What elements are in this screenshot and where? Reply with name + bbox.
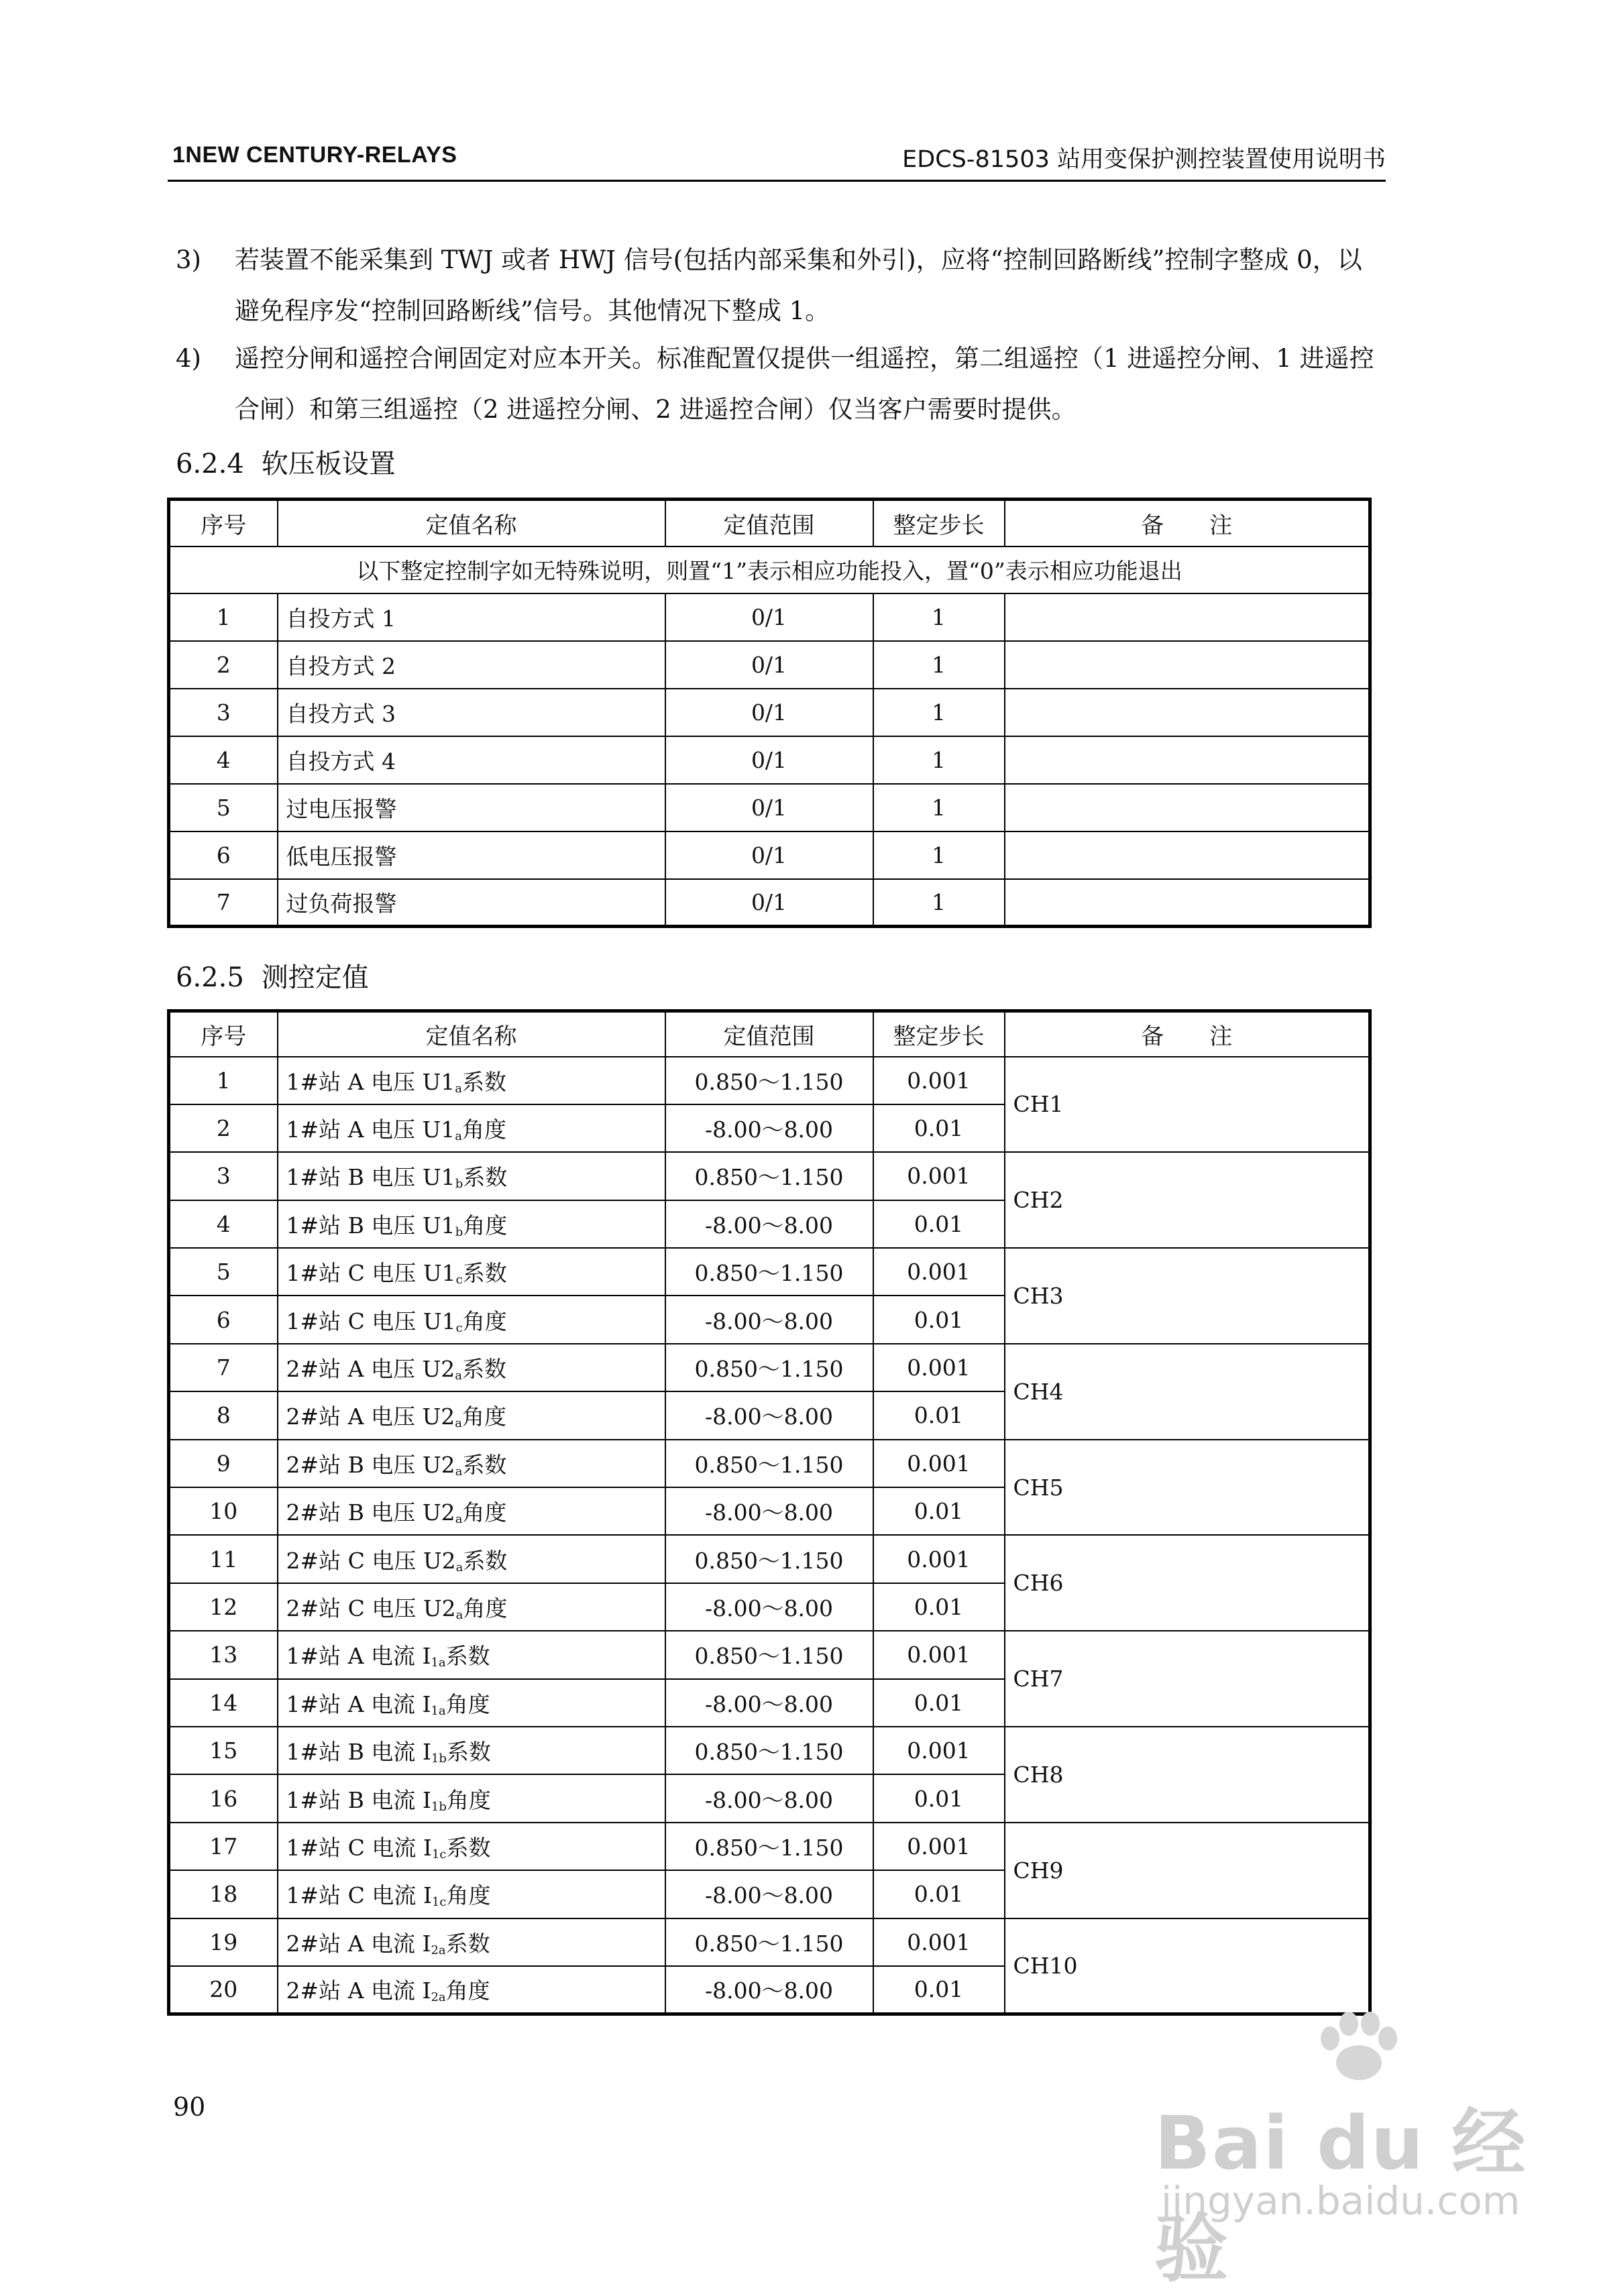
row-number: 1 — [169, 593, 278, 641]
setting-range: 0.850～1.150 — [665, 1440, 873, 1487]
setting-step: 0.01 — [873, 1870, 1005, 1918]
setting-name: 过负荷报警 — [278, 879, 665, 927]
col-header-no: 序号 — [169, 1011, 278, 1057]
table-row — [169, 1057, 1370, 1104]
setting-name — [278, 1774, 665, 1822]
row-number: 6 — [169, 831, 278, 879]
setting-range: 0.850～1.150 — [665, 1631, 873, 1678]
row-number: 7 — [169, 1344, 278, 1391]
channel-remark: CH4 — [1005, 1344, 1370, 1440]
setting-range: -8.00～8.00 — [665, 1296, 873, 1343]
setting-range: 0/1 — [665, 736, 873, 784]
col-header-no: 序号 — [169, 500, 278, 547]
setting-step: 0.01 — [873, 1104, 1005, 1152]
section-title-6-2-5 — [176, 956, 369, 994]
setting-step: 0.001 — [873, 1344, 1005, 1391]
setting-name — [278, 1391, 665, 1439]
setting-name-prefix: 2#站 A 电流 I — [286, 1977, 431, 2004]
setting-step: 0.01 — [873, 1391, 1005, 1439]
setting-name — [278, 1679, 665, 1727]
setting-range: 0.850～1.150 — [665, 1918, 873, 1966]
table-row — [169, 1631, 1370, 1678]
channel-remark: CH9 — [1005, 1823, 1370, 1918]
setting-name-prefix: 2#站 A 电压 U2 — [286, 1403, 455, 1430]
setting-step: 0.01 — [873, 1679, 1005, 1727]
table-row — [169, 879, 1370, 927]
setting-range: 0/1 — [665, 879, 873, 927]
setting-remark — [1005, 689, 1370, 736]
row-number: 14 — [169, 1679, 278, 1727]
note-4 — [176, 333, 1383, 435]
row-number: 3 — [169, 1152, 278, 1200]
setting-step: 1 — [873, 784, 1005, 831]
setting-name-subscript: c — [455, 1320, 463, 1335]
setting-name-subscript: a — [455, 1512, 463, 1527]
row-number: 2 — [169, 1104, 278, 1152]
row-number: 7 — [169, 879, 278, 927]
col-header-remark: 备 注 — [1005, 1011, 1370, 1057]
setting-step: 0.001 — [873, 1152, 1005, 1200]
channel-remark: CH6 — [1005, 1535, 1370, 1631]
watermark — [1154, 2010, 1570, 2292]
section-number: 6.2.5 — [176, 962, 244, 993]
setting-name: 自投方式 1 — [278, 593, 665, 641]
col-header-name: 定值名称 — [278, 500, 665, 547]
setting-name — [278, 1104, 665, 1152]
row-number: 1 — [169, 1057, 278, 1104]
setting-remark — [1005, 593, 1370, 641]
setting-name-subscript: a — [455, 1607, 463, 1622]
watermark-brand: Bai du 经验 — [1154, 2100, 1527, 2292]
col-header-step: 整定步长 — [873, 500, 1005, 547]
row-number: 6 — [169, 1296, 278, 1343]
setting-range: -8.00～8.00 — [665, 1104, 873, 1152]
row-number: 9 — [169, 1440, 278, 1487]
setting-name — [278, 1918, 665, 1966]
note-number: 3) — [176, 245, 201, 274]
row-number: 13 — [169, 1631, 278, 1678]
measure-control-table — [167, 1009, 1372, 2016]
setting-name — [278, 1440, 665, 1487]
channel-remark: CH1 — [1005, 1057, 1370, 1153]
row-number: 2 — [169, 641, 278, 689]
table-row — [169, 689, 1370, 736]
setting-remark — [1005, 736, 1370, 784]
setting-step: 0.01 — [873, 1200, 1005, 1248]
setting-name — [278, 1966, 665, 2014]
setting-name — [278, 1870, 665, 1918]
setting-name-prefix: 2#站 C 电压 U2 — [286, 1595, 456, 1621]
col-header-remark: 备 注 — [1005, 500, 1370, 547]
setting-name — [278, 1200, 665, 1248]
setting-name — [278, 1631, 665, 1678]
setting-step: 0.01 — [873, 1487, 1005, 1535]
row-number: 18 — [169, 1870, 278, 1918]
table-row — [169, 1248, 1370, 1296]
setting-name-suffix: 角度 — [463, 1595, 508, 1621]
channel-remark: CH2 — [1005, 1152, 1370, 1248]
setting-name — [278, 1152, 665, 1200]
setting-name — [278, 1344, 665, 1391]
row-number: 3 — [169, 689, 278, 736]
setting-name-prefix: 1#站 B 电压 U1 — [286, 1164, 455, 1191]
table-row — [169, 831, 1370, 879]
setting-step: 0.001 — [873, 1727, 1005, 1774]
row-number: 5 — [169, 1248, 278, 1296]
setting-name-suffix: 系数 — [446, 1834, 491, 1861]
setting-step: 1 — [873, 689, 1005, 736]
paw-icon — [1315, 2010, 1402, 2084]
setting-range: -8.00～8.00 — [665, 1774, 873, 1822]
row-number: 15 — [169, 1727, 278, 1774]
setting-range: -8.00～8.00 — [665, 1200, 873, 1248]
setting-name-prefix: 2#站 B 电压 U2 — [286, 1451, 455, 1478]
setting-range: 0.850～1.150 — [665, 1535, 873, 1583]
setting-name-prefix: 1#站 B 电流 I — [286, 1786, 431, 1813]
setting-name-suffix: 系数 — [445, 1930, 490, 1957]
setting-name-prefix: 2#站 A 电压 U2 — [286, 1356, 455, 1383]
setting-step: 0.001 — [873, 1631, 1005, 1678]
setting-name-subscript: 2a — [431, 1943, 446, 1957]
setting-step: 0.001 — [873, 1440, 1005, 1487]
section-number: 6.2.4 — [176, 449, 244, 479]
setting-name: 过电压报警 — [278, 784, 665, 831]
setting-range: 0/1 — [665, 641, 873, 689]
row-number: 17 — [169, 1823, 278, 1870]
setting-remark — [1005, 641, 1370, 689]
setting-range: -8.00～8.00 — [665, 1679, 873, 1727]
setting-name — [278, 1248, 665, 1296]
setting-range: 0.850～1.150 — [665, 1823, 873, 1870]
setting-name — [278, 1823, 665, 1870]
setting-name-subscript: 1b — [431, 1752, 447, 1766]
setting-name-suffix: 系数 — [462, 1260, 507, 1287]
setting-name-prefix: 1#站 A 电压 U1 — [286, 1116, 455, 1143]
setting-step: 0.001 — [873, 1823, 1005, 1870]
setting-name — [278, 1727, 665, 1774]
setting-name-prefix: 1#站 C 电压 U1 — [286, 1308, 456, 1334]
row-number: 12 — [169, 1583, 278, 1631]
setting-name-suffix: 系数 — [463, 1164, 508, 1191]
setting-name-prefix: 2#站 C 电压 U2 — [286, 1547, 456, 1574]
setting-step: 0.01 — [873, 1296, 1005, 1343]
row-number: 19 — [169, 1918, 278, 1966]
table-row — [169, 1727, 1370, 1774]
table-row — [169, 784, 1370, 831]
row-number: 4 — [169, 736, 278, 784]
setting-range: 0/1 — [665, 593, 873, 641]
setting-name — [278, 1296, 665, 1343]
setting-name — [278, 1583, 665, 1631]
setting-range: 0.850～1.150 — [665, 1344, 873, 1391]
setting-range: -8.00～8.00 — [665, 1391, 873, 1439]
setting-remark — [1005, 784, 1370, 831]
note-3 — [176, 235, 1383, 337]
col-header-range: 定值范围 — [665, 1011, 873, 1057]
setting-range: 0.850～1.150 — [665, 1152, 873, 1200]
setting-range: -8.00～8.00 — [665, 1966, 873, 2014]
setting-step: 1 — [873, 831, 1005, 879]
setting-name-subscript: c — [455, 1273, 463, 1287]
setting-range: -8.00～8.00 — [665, 1870, 873, 1918]
setting-name-suffix: 系数 — [462, 1068, 506, 1095]
table-header-row — [169, 500, 1370, 547]
setting-name — [278, 1487, 665, 1535]
setting-range: 0.850～1.150 — [665, 1248, 873, 1296]
setting-name-subscript: b — [455, 1224, 463, 1239]
setting-name-subscript: 2a — [431, 1990, 446, 2005]
channel-remark: CH5 — [1005, 1440, 1370, 1536]
setting-name-prefix: 2#站 A 电流 I — [286, 1930, 431, 1957]
table-row — [169, 736, 1370, 784]
table-row — [169, 1152, 1370, 1200]
table-row — [169, 593, 1370, 641]
table-row — [169, 641, 1370, 689]
setting-step: 0.001 — [873, 1248, 1005, 1296]
setting-name-prefix: 1#站 A 电流 I — [286, 1690, 431, 1717]
table-row — [169, 1440, 1370, 1487]
setting-step: 1 — [873, 641, 1005, 689]
header-company: 1NEW CENTURY-RELAYS — [172, 142, 457, 168]
setting-name-subscript: 1c — [431, 1895, 447, 1910]
setting-range: -8.00～8.00 — [665, 1487, 873, 1535]
soft-plate-table — [167, 498, 1372, 928]
setting-name-subscript: a — [455, 1129, 462, 1144]
row-number: 4 — [169, 1200, 278, 1248]
setting-range: 0/1 — [665, 689, 873, 736]
watermark-url: jingyan.baidu.com — [1161, 2178, 1521, 2224]
col-header-name: 定值名称 — [278, 1011, 665, 1057]
setting-name — [278, 1057, 665, 1104]
setting-name-suffix: 角度 — [462, 1403, 506, 1430]
table-banner-row — [169, 547, 1370, 593]
setting-name-subscript: a — [455, 1464, 463, 1479]
setting-name: 自投方式 2 — [278, 641, 665, 689]
setting-remark — [1005, 879, 1370, 927]
table-row — [169, 1535, 1370, 1583]
setting-name-subscript: b — [455, 1177, 463, 1192]
setting-step: 1 — [873, 593, 1005, 641]
setting-name-prefix: 2#站 B 电压 U2 — [286, 1499, 455, 1526]
setting-name-suffix: 角度 — [445, 1690, 490, 1717]
setting-name-prefix: 1#站 B 电流 I — [286, 1739, 431, 1766]
row-number: 5 — [169, 784, 278, 831]
row-number: 8 — [169, 1391, 278, 1439]
setting-name-suffix: 系数 — [463, 1547, 508, 1574]
channel-remark: CH7 — [1005, 1631, 1370, 1727]
section-heading: 软压板设置 — [261, 449, 396, 479]
setting-name-suffix: 角度 — [446, 1786, 491, 1813]
setting-step: 0.001 — [873, 1057, 1005, 1104]
setting-name-suffix: 系数 — [462, 1356, 506, 1383]
setting-name-subscript: 1a — [431, 1703, 446, 1718]
channel-remark: CH3 — [1005, 1248, 1370, 1344]
setting-name-subscript: 1c — [431, 1847, 447, 1861]
channel-remark: CH8 — [1005, 1727, 1370, 1823]
setting-range: 0/1 — [665, 831, 873, 879]
table-banner: 以下整定控制字如无特殊说明，则置“1”表示相应功能投入，置“0”表示相应功能退出 — [169, 547, 1370, 593]
setting-remark — [1005, 831, 1370, 879]
row-number: 11 — [169, 1535, 278, 1583]
setting-range: -8.00～8.00 — [665, 1583, 873, 1631]
setting-name-subscript: a — [455, 1081, 462, 1096]
row-number: 20 — [169, 1966, 278, 2014]
setting-name — [278, 1535, 665, 1583]
setting-name-prefix: 1#站 B 电压 U1 — [286, 1212, 455, 1239]
setting-name-prefix: 1#站 A 电压 U1 — [286, 1068, 455, 1095]
setting-name-suffix: 角度 — [462, 1116, 506, 1143]
setting-name-subscript: a — [455, 1416, 462, 1431]
setting-step: 0.01 — [873, 1774, 1005, 1822]
row-number: 16 — [169, 1774, 278, 1822]
setting-name-prefix: 1#站 C 电流 I — [286, 1882, 432, 1909]
note-text: 遥控分闸和遥控合闸固定对应本开关。标准配置仅提供一组遥控，第二组遥控（1 进遥控分闸、1 进遥控合闸）和第三组遥控（2 进遥控分闸、2 进遥控合闸）仅当客户需要时提供。 — [235, 344, 1374, 424]
setting-name-suffix: 系数 — [462, 1451, 507, 1478]
setting-name-subscript: a — [455, 1369, 462, 1383]
col-header-range: 定值范围 — [665, 500, 873, 547]
header-divider — [168, 180, 1386, 182]
setting-step: 0.01 — [873, 1583, 1005, 1631]
setting-name-suffix: 角度 — [462, 1499, 507, 1526]
setting-step: 0.001 — [873, 1535, 1005, 1583]
table-row — [169, 1344, 1370, 1391]
page-number: 90 — [173, 2092, 206, 2122]
col-header-step: 整定步长 — [873, 1011, 1005, 1057]
setting-step: 0.001 — [873, 1918, 1005, 1966]
setting-name-prefix: 1#站 A 电流 I — [286, 1643, 431, 1670]
setting-range: 0.850～1.150 — [665, 1057, 873, 1104]
table-row — [169, 1823, 1370, 1870]
setting-name-prefix: 1#站 C 电流 I — [286, 1834, 432, 1861]
setting-name-subscript: 1a — [431, 1656, 446, 1670]
section-title-6-2-4 — [176, 443, 396, 481]
note-text: 若装置不能采集到 TWJ 或者 HWJ 信号(包括内部采集和外引)，应将“控制回路断线”控制字整成 0，以避免程序发“控制回路断线”信号。其他情况下整成 1。 — [235, 245, 1362, 325]
setting-range: 0/1 — [665, 784, 873, 831]
setting-name-prefix: 1#站 C 电压 U1 — [286, 1260, 456, 1287]
setting-name-suffix: 系数 — [445, 1643, 490, 1670]
setting-name-suffix: 角度 — [463, 1212, 508, 1239]
setting-range: 0.850～1.150 — [665, 1727, 873, 1774]
setting-step: 1 — [873, 736, 1005, 784]
setting-name-subscript: a — [455, 1560, 463, 1574]
section-heading: 测控定值 — [261, 962, 369, 993]
setting-name-suffix: 角度 — [446, 1882, 491, 1909]
table-row — [169, 1918, 1370, 1966]
setting-name: 低电压报警 — [278, 831, 665, 879]
setting-name: 自投方式 4 — [278, 736, 665, 784]
setting-step: 1 — [873, 879, 1005, 927]
setting-name: 自投方式 3 — [278, 689, 665, 736]
setting-name-suffix: 系数 — [446, 1739, 491, 1766]
setting-name-suffix: 角度 — [445, 1977, 490, 2004]
setting-step: 0.01 — [873, 1966, 1005, 2014]
note-number: 4) — [176, 344, 201, 373]
table-header-row — [169, 1011, 1370, 1057]
channel-remark: CH10 — [1005, 1918, 1370, 2014]
header-manual-title: EDCS-81503 站用变保护测控装置使用说明书 — [902, 146, 1386, 173]
setting-name-suffix: 角度 — [462, 1308, 507, 1334]
row-number: 10 — [169, 1487, 278, 1535]
setting-name-subscript: 1b — [431, 1799, 447, 1814]
